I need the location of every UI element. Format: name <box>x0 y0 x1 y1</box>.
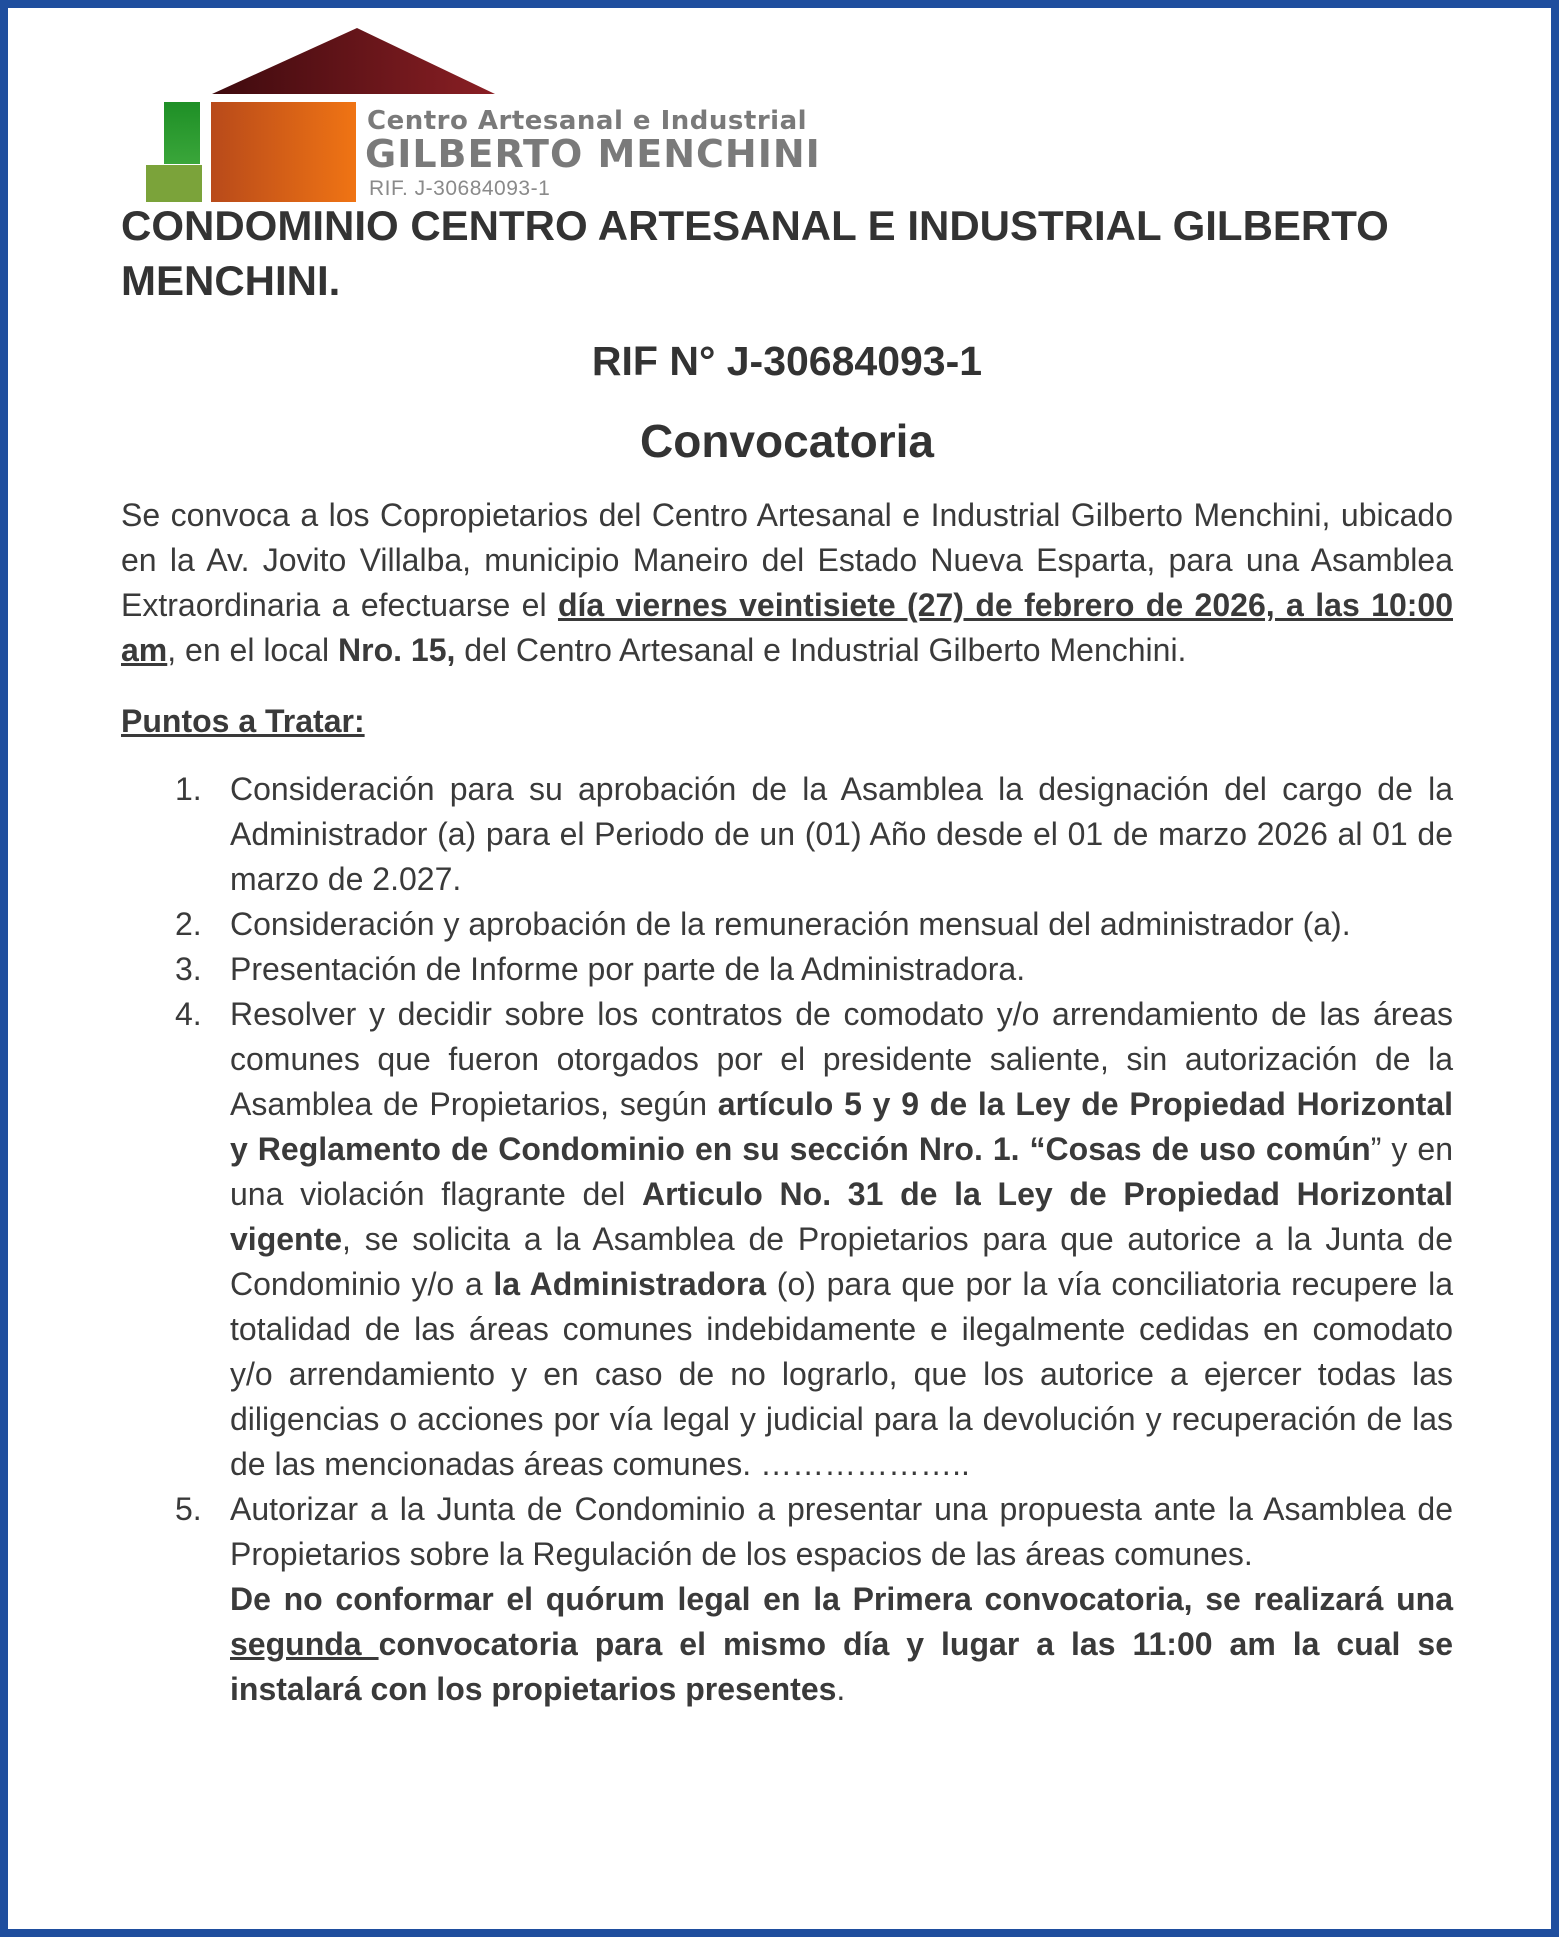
agenda-list <box>121 767 1453 1577</box>
rif-number: RIF N° J-30684093-1 <box>591 338 983 384</box>
agenda-item-1 <box>121 767 1453 902</box>
document-title: CONDOMINIO CENTRO ARTESANAL E INDUSTRIAL GILBERTO MENCHINI. <box>121 202 1389 304</box>
article-reference: Articulo No. 31 de la Ley de Propiedad Horizontal vigente <box>230 1176 1454 1257</box>
agenda-item-text: ” y en una violación flagrante del <box>230 1131 1454 1212</box>
intro-text-3: del Centro Artesanal e Industrial Gilberto Menchini. <box>455 632 1187 668</box>
law-reference: artículo 5 y 9 de la Ley de Propiedad Horizontal y Reglamento de Condominio en su sección Nro. 1. “Cosas de uso común <box>230 1086 1454 1167</box>
agenda-item-text: Autorizar a la Junta de Condominio a presentar una propuesta ante la Asamblea de Propietarios sobre la Regulación de los espacios de las áreas comunes. <box>230 1491 1453 1572</box>
agenda-item-number: 2. <box>175 906 202 942</box>
agenda-item-text: Consideración y aprobación de la remuneración mensual del administrador (a). <box>230 906 1351 942</box>
logo-green-block <box>164 102 200 164</box>
agenda-item-text: Presentación de Informe por parte de la Administradora. <box>230 951 1026 987</box>
agenda-item-number: 4. <box>175 996 202 1032</box>
agenda-item-number: 3. <box>175 951 202 987</box>
company-logo <box>138 22 898 202</box>
quorum-text-1: De no conformar el quórum legal en la Primera convocatoria, se realizará una <box>230 1581 1453 1617</box>
agenda-heading: Puntos a Tratar: <box>121 703 365 739</box>
agenda-item-4 <box>121 992 1453 1487</box>
convocatoria-heading: Convocatoria <box>640 415 934 467</box>
agenda-item-3 <box>121 947 1453 992</box>
quorum-text-2: convocatoria para el mismo día y lugar a las 11:00 am la cual se instalará con los propietarios presentes <box>230 1626 1454 1707</box>
agenda-item-text: (o) para que por la vía conciliatoria recupere la totalidad de las áreas comunes indebidamente e ilegalmente cedidas en comodato y/o arrendamiento y en caso de no lograrlo, que los autorice a ejercer todas las diligencias o acciones por vía legal y judicial para la devolución y recuperación de las de las mencionadas áreas comunes. ……………….. <box>230 1266 1454 1482</box>
agenda-item-text: Resolver y decidir sobre los contratos de comodato y/o arrendamiento de las áreas comunes que fueron otorgados por el presidente saliente, sin autorización de la Asamblea de Propietarios, según <box>230 996 1453 1122</box>
agenda-item-text: Consideración para su aprobación de la Asamblea la designación del cargo de la Administrador (a) para el Periodo de un (01) Año desde el 01 de marzo 2026 al 01 de marzo de 2.027. <box>230 771 1453 897</box>
agenda-item-number: 5. <box>175 1491 202 1527</box>
document-body <box>121 198 1453 1712</box>
quorum-notice <box>121 1577 1453 1712</box>
logo-lightgreen-block <box>146 165 202 202</box>
logo-subtitle: Centro Artesanal e Industrial <box>367 106 808 136</box>
administradora-reference: la Administradora <box>493 1266 767 1302</box>
intro-text-2: , en el local <box>167 632 339 668</box>
agenda-item-2 <box>121 902 1453 947</box>
intro-text-1: Se convoca a los Copropietarios del Centro Artesanal e Industrial Gilberto Menchini, ubicado en la Av. Jovito Villalba, municipio Maneiro del Estado Nueva Esparta, para una Asamblea Extraordinaria a efectuarse el <box>121 497 1453 623</box>
agenda-item-number: 1. <box>175 771 202 807</box>
segunda-emphasis: segunda <box>230 1626 379 1662</box>
logo-orange-block <box>211 102 356 202</box>
intro-paragraph <box>121 493 1453 673</box>
logo-name: GILBERTO MENCHINI <box>365 132 821 176</box>
logo-rif: RIF. J-30684093-1 <box>369 177 551 200</box>
meeting-date: día viernes veintisiete (27) de febrero de 2026, a las 10:00 am <box>121 587 1453 668</box>
agenda-item-text: , se solicita a la Asamblea de Propietarios para que autorice a la Junta de Condominio y/o a <box>230 1221 1453 1302</box>
logo-roof <box>212 28 495 94</box>
quorum-end: . <box>836 1671 846 1707</box>
local-number: Nro. 15, <box>338 632 456 668</box>
agenda-item-5 <box>121 1487 1453 1577</box>
